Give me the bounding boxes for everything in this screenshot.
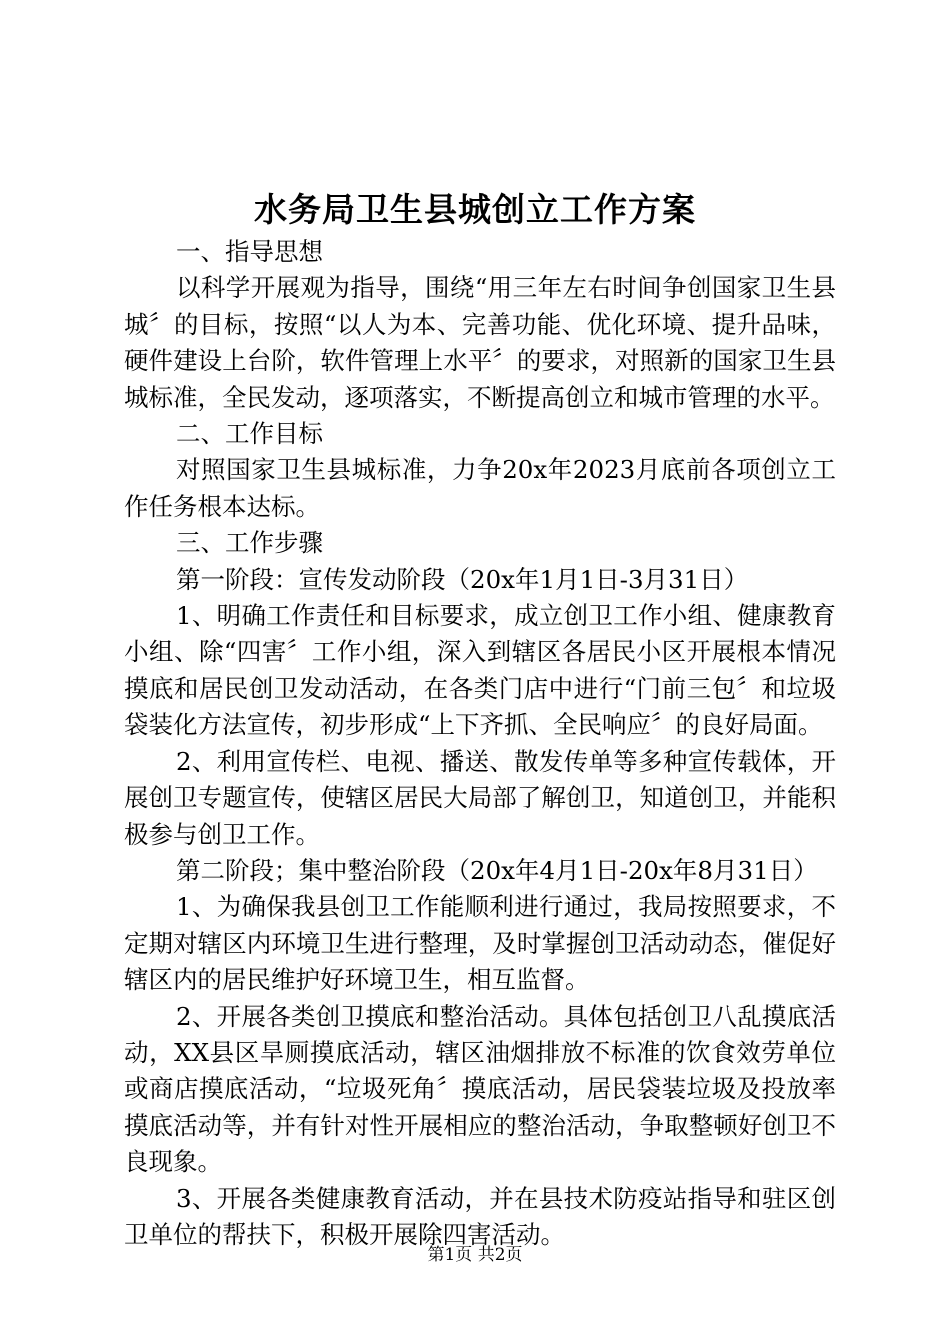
- page-number-footer: 第1页 共2页: [427, 1245, 523, 1265]
- paragraph: 对照国家卫生县城标准，力争20x年2023月底前各项创立工作任务根本达标。: [124, 455, 836, 521]
- section-heading: 一、指导思想: [176, 237, 323, 266]
- paragraph: 2、利用宣传栏、电视、播送、散发传单等多种宣传载体，开展创卫专题宣传，使辖区居民大局部了解创卫，知道创卫，并能积极参与创卫工作。: [124, 746, 836, 849]
- paragraph: 1、为确保我县创卫工作能顺利进行通过，我局按照要求，不定期对辖区内环境卫生进行整理，及时掌握创卫活动动态，催促好辖区内的居民维护好环境卫生，相互监督。: [124, 892, 836, 995]
- stage-heading: 第一阶段：宣传发动阶段（20x年1月1日-3月31日）: [176, 564, 749, 594]
- paragraph: 3、开展各类健康教育活动，并在县技术防疫站指导和驻区创卫单位的帮扶下，积极开展除四害活动。: [124, 1183, 836, 1249]
- paragraph: 1、明确工作责任和目标要求，成立创卫工作小组、健康教育小组、除“四害〞工作小组，深入到辖区各居民小区开展根本情况摸底和居民创卫发动活动，在各类门店中进行“门前三包〞和垃圾袋装化方法宣传，初步形成“上下齐抓、全民响应〞的良好局面。: [124, 601, 836, 740]
- section-heading: 二、工作目标: [176, 419, 323, 449]
- paragraph: 以科学开展观为指导，围绕“用三年左右时间争创国家卫生县城〞的目标，按照“以人为本、完善功能、优化环境、提升品味，硬件建设上台阶，软件管理上水平〞的要求，对照新的国家卫生县城标准，全民发动，逐项落实，不断提高创立和城市管理的水平。: [124, 273, 836, 412]
- section-heading: 三、工作步骤: [176, 528, 323, 558]
- stage-heading: 第二阶段；集中整治阶段（20x年4月1日-20x年8月31日）: [176, 855, 818, 885]
- document-title: 水务局卫生县城创立工作方案: [254, 190, 696, 229]
- paragraph: 2、开展各类创卫摸底和整治活动。具体包括创卫八乱摸底活动，XX县区旱厕摸底活动，辖区油烟排放不标准的饮食效劳单位或商店摸底活动，“垃圾死角〞摸底活动，居民袋装垃圾及投放率摸底活动等，并有针对性开展相应的整治活动，争取整顿好创卫不良现象。: [124, 1001, 836, 1177]
- document-body: [124, 234, 836, 1253]
